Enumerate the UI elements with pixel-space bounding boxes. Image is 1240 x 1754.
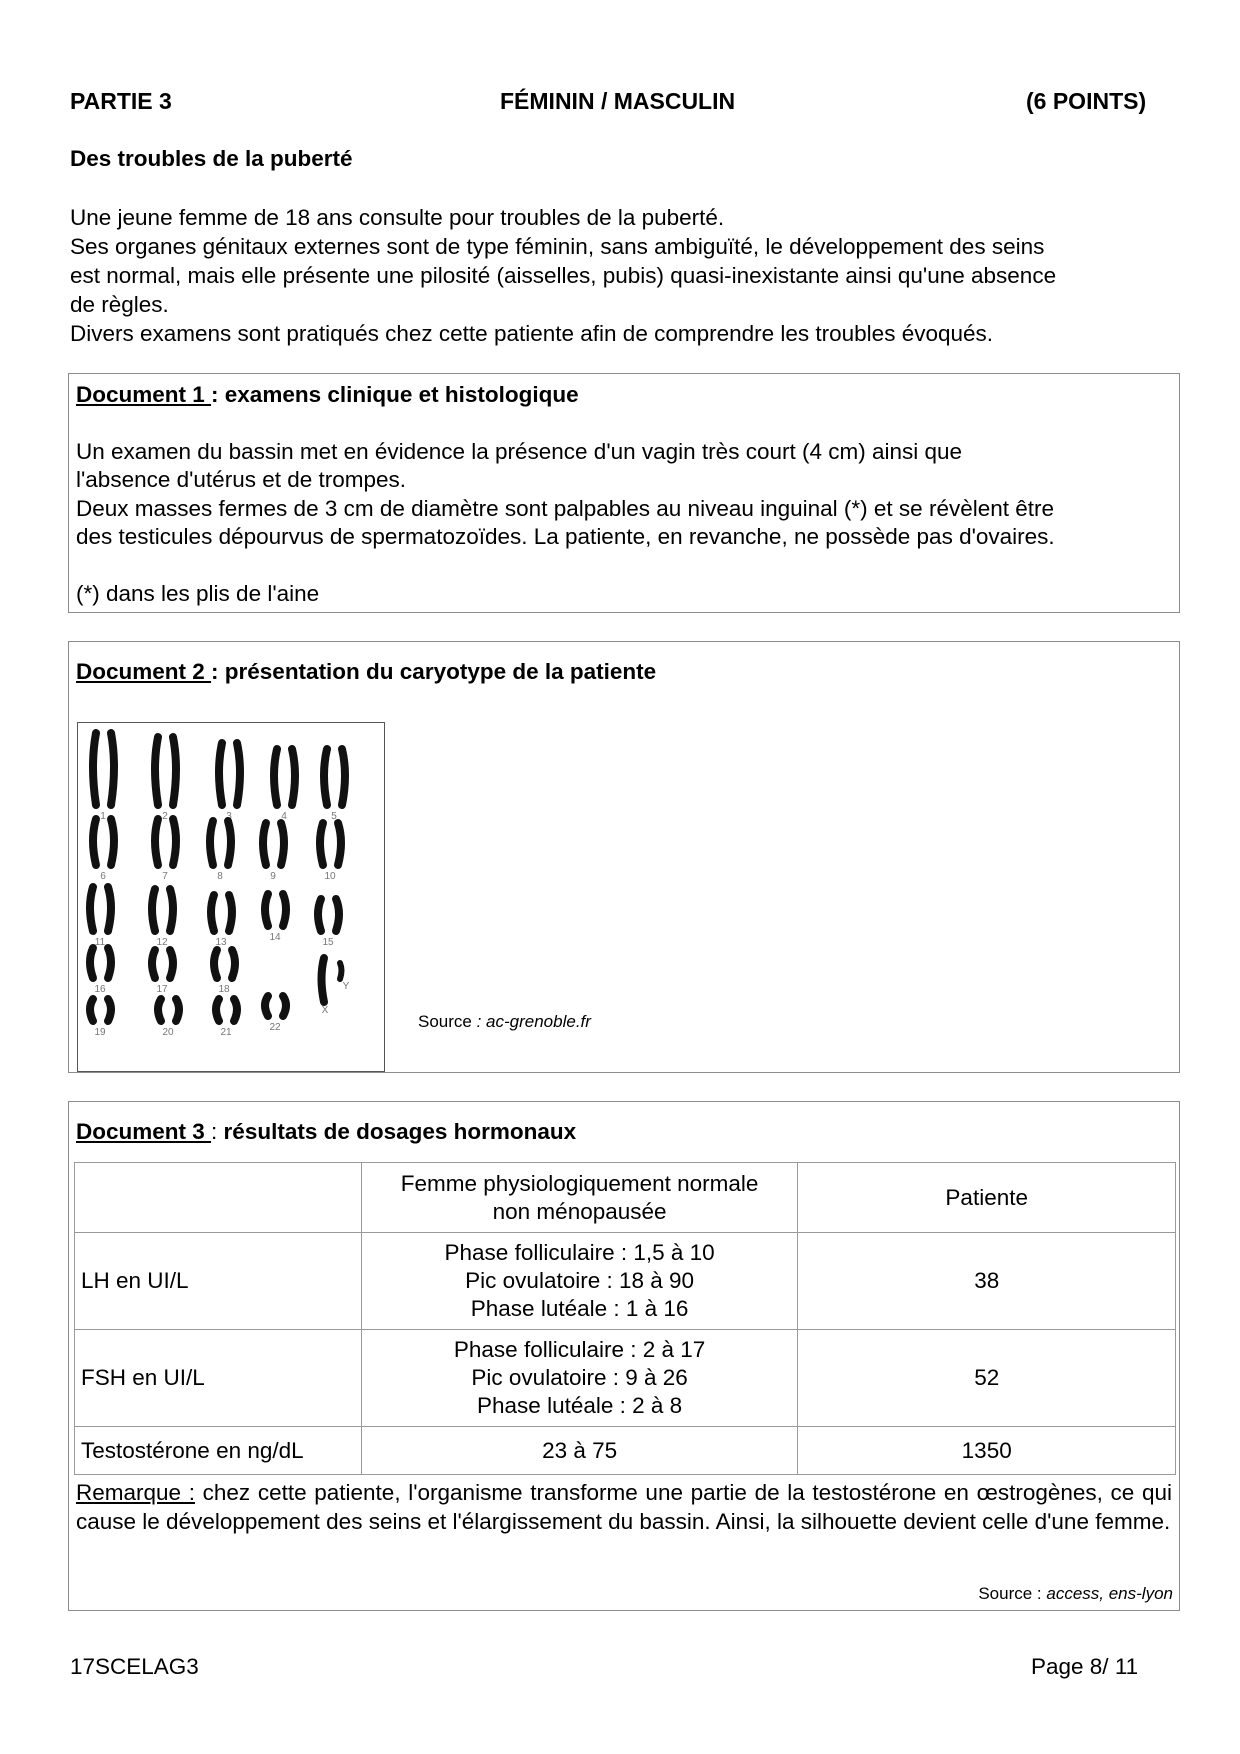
chromosome-label: 11 — [94, 937, 106, 948]
theme-title: FÉMININ / MASCULIN — [500, 88, 736, 114]
document-1-line: des testicules dépourvus de spermatozoïdes. La patiente, en revanche, ne possède pas d'ovaires. — [76, 524, 1055, 549]
chromosome-label: 12 — [156, 937, 168, 948]
chromosome — [281, 823, 284, 865]
karyotype-image — [77, 722, 385, 1072]
normal-value-line: Pic ovulatoire : 18 à 90 — [465, 1268, 695, 1293]
chromosome — [336, 899, 339, 931]
chromosome — [158, 999, 161, 1021]
chromosome — [173, 737, 176, 805]
intro-paragraph — [70, 203, 1190, 348]
chromosome — [152, 889, 155, 931]
document-3-label: Document 3 — [76, 1119, 212, 1144]
chromosome — [342, 749, 345, 805]
document-1-line: l'absence d'utérus et de trompes. — [76, 467, 407, 492]
document-1-label: Document 1 — [76, 382, 212, 407]
table-header-cell — [75, 1163, 362, 1233]
chromosome-label: 1 — [100, 811, 106, 822]
chromosome — [173, 819, 176, 865]
normal-value-line: Phase folliculaire : 2 à 17 — [453, 1337, 706, 1362]
chromosome — [176, 999, 179, 1021]
chromosome — [265, 894, 268, 926]
row-normal-values — [361, 1233, 798, 1330]
document-3-title-separator: : — [211, 1119, 224, 1144]
chromosome — [265, 996, 268, 1016]
intro-line: Ses organes génitaux externes sont de type féminin, sans ambiguïté, le développement des seins — [70, 234, 1045, 259]
chromosome-x — [322, 958, 325, 1002]
row-patient-value: 1350 — [798, 1427, 1176, 1475]
chromosome-label: 15 — [322, 937, 334, 948]
chromosome — [170, 950, 173, 978]
normal-value-line: Phase lutéale : 1 à 16 — [470, 1296, 689, 1321]
source-name: access, ens-lyon — [1046, 1584, 1173, 1603]
chromosome — [214, 950, 217, 978]
chromosome — [232, 950, 235, 978]
chromosome — [228, 821, 231, 865]
chromosome-label: 14 — [269, 932, 281, 943]
document-code: 17SCELAG3 — [70, 1654, 199, 1679]
document-2-heading — [76, 658, 1169, 687]
row-name: Testostérone en ng/dL — [75, 1427, 362, 1475]
chromosome — [263, 823, 266, 865]
chromosome-label: 18 — [218, 984, 230, 995]
chromosome — [155, 737, 158, 805]
chromosome — [170, 889, 173, 931]
chromosome-label: 9 — [270, 871, 276, 882]
chromosome — [108, 887, 111, 931]
remark-label: Remarque : — [76, 1480, 195, 1505]
intro-line: Divers examens sont pratiqués chez cette patiente afin de comprendre les troubles évoqués. — [70, 321, 994, 346]
chromosome — [229, 895, 232, 931]
document-3-box — [68, 1101, 1180, 1611]
chromosome — [93, 733, 96, 805]
chromosome — [292, 749, 295, 805]
chromosome — [155, 819, 158, 865]
table-header-cell — [361, 1163, 798, 1233]
document-1-title: : examens clinique et histologique — [211, 382, 579, 407]
chromosome — [219, 743, 222, 805]
row-patient-value: 38 — [798, 1233, 1176, 1330]
normal-value-line: Phase lutéale : 2 à 8 — [477, 1393, 683, 1418]
chromosome — [283, 996, 286, 1016]
chromosome-label: 22 — [269, 1022, 281, 1033]
chromosome — [108, 948, 111, 978]
points-label: (6 POINTS) — [1026, 88, 1147, 114]
remark-text: chez cette patiente, l'organisme transforme une partie de la testostérone en œstrogènes, ce qui cause le développement des seins et l'élargissement du bassin. Ainsi, la silhouette devient celle d'une femme. — [76, 1480, 1172, 1534]
header-normal-line: Femme physiologiquement normale — [400, 1170, 759, 1196]
intro-line: est normal, mais elle présente une pilosité (aisselles, pubis) quasi-inexistante ainsi qu'une absence — [70, 263, 1057, 288]
document-3-heading — [76, 1118, 1169, 1147]
document-1-footnote: (*) dans les plis de l'aine — [76, 580, 320, 606]
source-prefix: Source — [418, 1012, 477, 1031]
chromosome-label: 8 — [217, 871, 223, 882]
table-row — [75, 1233, 1176, 1330]
chromosome — [318, 899, 321, 931]
chromosome — [111, 733, 114, 805]
chromosome — [111, 819, 114, 865]
hormone-table — [74, 1162, 1176, 1475]
chromosome-label: 21 — [220, 1027, 232, 1038]
document-2-label: Document 2 — [76, 659, 212, 684]
chromosome — [320, 823, 323, 865]
chromosome-label: 3 — [226, 811, 232, 822]
row-normal-values: 23 à 75 — [361, 1427, 798, 1475]
chromosome-label: 2 — [162, 811, 168, 822]
table-row — [75, 1330, 1176, 1427]
document-3-title: résultats de dosages hormonaux — [223, 1119, 577, 1144]
row-normal-values — [361, 1330, 798, 1427]
chromosome-label: 6 — [100, 871, 106, 882]
normal-value-line: Pic ovulatoire : 9 à 26 — [471, 1365, 688, 1390]
part-label: PARTIE 3 — [70, 88, 172, 114]
chromosome — [216, 999, 219, 1021]
row-name: LH en UI/L — [75, 1233, 362, 1330]
chromosome-label: 16 — [94, 984, 106, 995]
remark-paragraph — [76, 1478, 1172, 1536]
chromosome — [283, 894, 286, 926]
chromosome — [90, 887, 93, 931]
chromosome — [234, 999, 237, 1021]
chromosome-label: 13 — [215, 937, 227, 948]
chromosome — [108, 999, 111, 1021]
chromosome — [90, 948, 93, 978]
chromosome-label: 5 — [331, 811, 337, 822]
document-2-box — [68, 641, 1180, 1073]
intro-line: Une jeune femme de 18 ans consulte pour troubles de la puberté. — [70, 205, 725, 230]
table-row — [75, 1427, 1176, 1475]
chromosome-label: 20 — [162, 1027, 174, 1038]
chromosome-label: 17 — [156, 984, 168, 995]
chromosome-y — [340, 963, 342, 979]
row-name: FSH en UI/L — [75, 1330, 362, 1427]
chromosome — [237, 743, 240, 805]
document-1-line: Deux masses fermes de 3 cm de diamètre sont palpables au niveau inguinal (*) et se révèlent être — [76, 495, 1055, 521]
source-prefix: Source : — [978, 1584, 1047, 1603]
section-title: Des troubles de la puberté — [70, 146, 353, 171]
chromosome — [338, 823, 341, 865]
chromosome — [324, 749, 327, 805]
chromosome-label: 10 — [324, 871, 336, 882]
chromosome — [211, 895, 214, 931]
source-name: : ac-grenoble.fr — [476, 1012, 591, 1031]
normal-value-line: Phase folliculaire : 1,5 à 10 — [444, 1240, 715, 1265]
page-number: Page 8/ 11 — [1031, 1654, 1139, 1679]
intro-line: de règles. — [70, 292, 169, 317]
document-1-line: Un examen du bassin met en évidence la présence d'un vagin très court (4 cm) ainsi que — [76, 438, 963, 464]
header-normal-line: non ménopausée — [492, 1198, 667, 1224]
table-header-cell: Patiente — [798, 1163, 1176, 1233]
chromosome-label: 19 — [94, 1027, 106, 1038]
table-header-row — [75, 1163, 1176, 1233]
chromosome — [210, 821, 213, 865]
document-1-heading — [76, 381, 1169, 410]
row-patient-value: 52 — [798, 1330, 1176, 1427]
chromosome-label: 4 — [281, 811, 287, 822]
document-2-source — [418, 1012, 591, 1032]
chromosome — [152, 950, 155, 978]
document-2-title: : présentation du caryotype de la patiente — [211, 659, 657, 684]
chromosome-label: Y — [342, 981, 350, 992]
document-1-box — [68, 373, 1180, 613]
chromosome — [90, 999, 93, 1021]
chromosome-label: X — [321, 1005, 329, 1016]
chromosome — [274, 749, 277, 805]
chromosome — [93, 819, 96, 865]
chromosome-label: 7 — [162, 871, 168, 882]
document-3-source — [978, 1584, 1173, 1604]
